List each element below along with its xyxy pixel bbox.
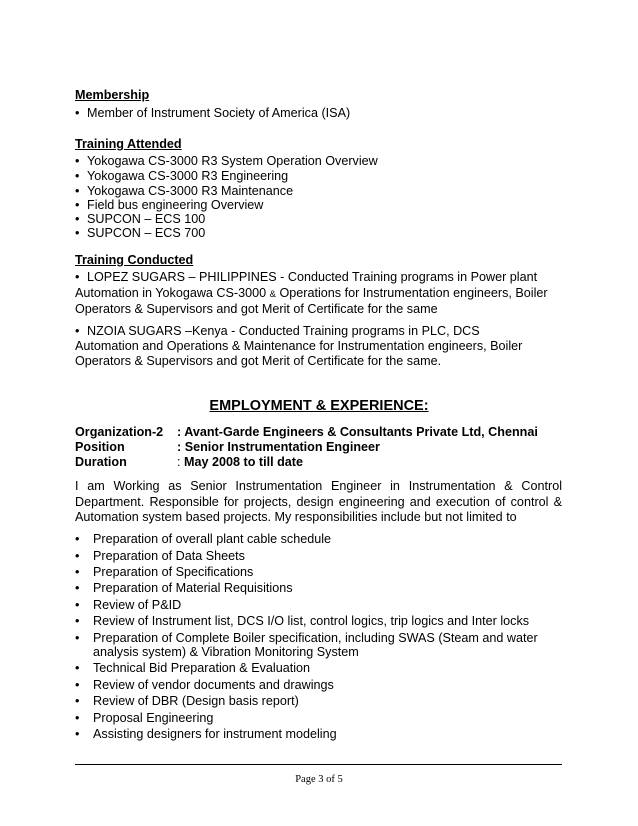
training-entry-2-line-1: • NZOIA SUGARS –Kenya - Conducted Training programs in PLC, DCS — [75, 324, 480, 338]
employment-summary: I am Working as Senior Instrumentation Engineer in Instrumentation & Control Department. Responsible for projects, design engineering and execution of control & Automation system based projects. My responsibilities include but not limited to — [75, 479, 562, 524]
list-item: • Proposal Engineering — [75, 711, 214, 725]
list-item: • Yokogawa CS-3000 R3 Engineering — [75, 169, 289, 183]
org-label: Organization-2 — [75, 425, 164, 439]
list-item-continuation: analysis system) & Vibration Monitoring System — [93, 645, 359, 659]
list-item: • SUPCON – ECS 700 — [75, 226, 206, 240]
list-item: • Review of P&ID — [75, 598, 182, 612]
list-item: • Assisting designers for instrument modeling — [75, 727, 337, 741]
position-value: : Senior Instrumentation Engineer — [177, 440, 380, 454]
training-attended-heading: Training Attended — [75, 137, 182, 151]
list-item: • Field bus engineering Overview — [75, 198, 264, 212]
page-number: Page 3 of 5 — [295, 774, 343, 785]
list-item: • Preparation of Specifications — [75, 565, 254, 579]
org-value: : Avant-Garde Engineers & Consultants Private Ltd, Chennai — [177, 425, 538, 439]
training-entry-1-line-1: • LOPEZ SUGARS – PHILIPPINES - Conducted Training programs in Power plant — [75, 270, 538, 284]
training-entry-1-line-3: Operators & Supervisors and got Merit of Certificate for the same — [75, 302, 438, 316]
position-label: Position — [75, 440, 125, 454]
list-item: • Review of vendor documents and drawings — [75, 678, 334, 692]
list-item: • Yokogawa CS-3000 R3 System Operation Overview — [75, 154, 378, 168]
training-entry-2-line-2: Automation and Operations & Maintenance for Instrumentation engineers, Boiler — [75, 339, 523, 353]
training-conducted-heading: Training Conducted — [75, 253, 194, 267]
employment-heading: EMPLOYMENT & EXPERIENCE: — [209, 398, 429, 414]
list-item: • SUPCON – ECS 100 — [75, 212, 206, 226]
list-item: • Preparation of overall plant cable schedule — [75, 532, 332, 546]
list-item: • Yokogawa CS-3000 R3 Maintenance — [75, 184, 294, 198]
footer-rule — [75, 764, 562, 765]
membership-heading: Membership — [75, 88, 150, 102]
list-item: • Preparation of Material Requisitions — [75, 581, 293, 595]
list-item: • Technical Bid Preparation & Evaluation — [75, 661, 311, 675]
list-item: • Preparation of Complete Boiler specification, including SWAS (Steam and water — [75, 631, 538, 645]
training-entry-1-line-2: Automation in Yokogawa CS-3000 & Operations for Instrumentation engineers, Boiler — [75, 286, 548, 300]
list-item: • Review of Instrument list, DCS I/O list, control logics, trip logics and Inter locks — [75, 614, 530, 628]
list-item: • Member of Instrument Society of America (ISA) — [75, 106, 351, 120]
duration-value: : May 2008 to till date — [177, 455, 303, 469]
list-item: • Preparation of Data Sheets — [75, 549, 245, 563]
list-item: • Review of DBR (Design basis report) — [75, 694, 299, 708]
training-entry-2-line-3: Operators & Supervisors and got Merit of Certificate for the same. — [75, 354, 442, 368]
duration-label: Duration — [75, 455, 127, 469]
